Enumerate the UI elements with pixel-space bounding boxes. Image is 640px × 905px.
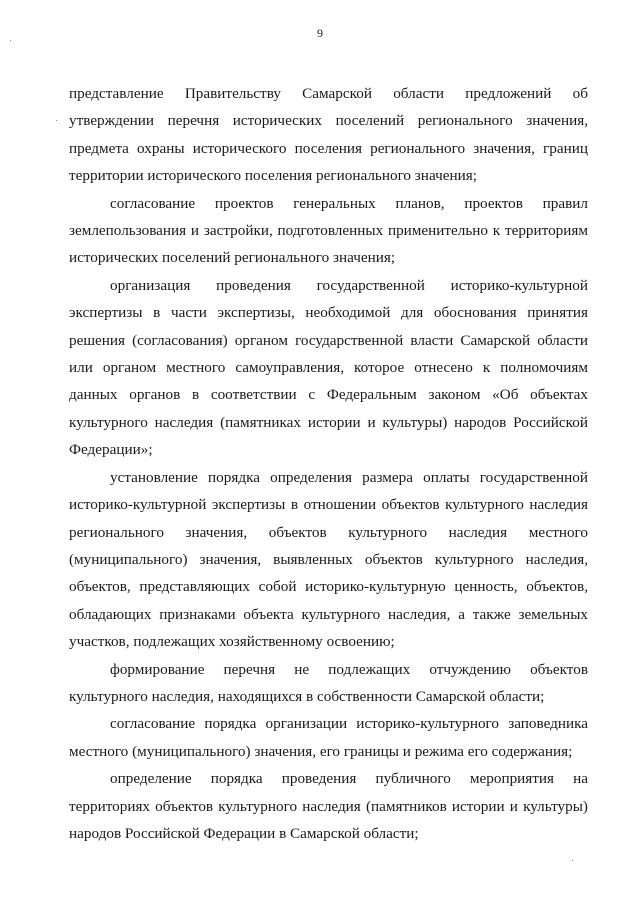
paragraph-proposals-historic-settlements: представление Правительству Самарской области предложений об утверждении перечня исторических поселений регионального значения, предмета охраны исторического поселения регионального значения, границ территории исторического поселения регионального значения; (69, 85, 588, 185)
page-number: 9 (317, 26, 323, 40)
document-body (69, 80, 588, 847)
scan-speck (572, 860, 573, 861)
paragraph-reserve-organization: согласование порядка организации историко-культурного заповедника местного (муниципального) значения, его границы и режима его содержания; (69, 715, 588, 760)
paragraph-public-events-procedure: определение порядка проведения публичного мероприятия на территориях объектов культурного наследия (памятников истории и культуры) народов Российской Федерации в Самарской области; (69, 770, 588, 842)
paragraph-approval-general-plans: согласование проектов генеральных планов, проектов правил землепользования и застройки, подготовленных применительно к территориям исторических поселений регионального значения; (69, 194, 588, 267)
scan-speck (56, 120, 57, 121)
paragraph-expertise-payment-procedure: установление порядка определения размера оплаты государственной историко-культурной экспертизы в отношении объектов культурного наследия регионального значения, объектов культурного наследия местного (муниципального) значения, выявленных объектов культурного наследия, объектов, представляющих собой историко-культурную ценность, объектов, обладающих признаками объекта культурного наследия, а также земельных участков, подлежащих хозяйственному освоению; (69, 468, 588, 651)
paragraph-historical-cultural-expertise: организация проведения государственной историко-культурной экспертизы в части экспертизы, необходимой для обоснования принятия решения (согласования) органом государственной власти Самарской области или органом местного самоуправления, которое отнесено к полномочиям данных органов в соответствии с Федеральным законом «Об объектах культурного наследия (памятниках истории и культуры) народов Российской Федерации»; (69, 276, 588, 459)
paragraph-non-alienable-objects-list: формирование перечня не подлежащих отчуждению объектов культурного наследия, находящихся в собственности Самарской области; (69, 660, 588, 705)
scan-speck (10, 40, 11, 41)
